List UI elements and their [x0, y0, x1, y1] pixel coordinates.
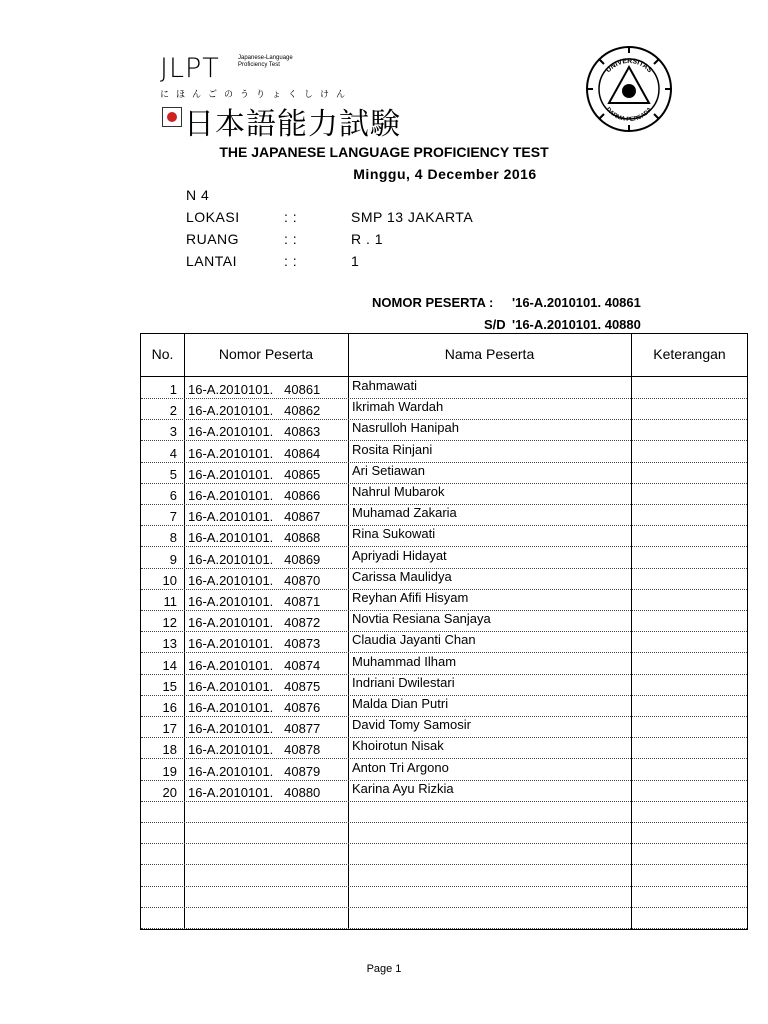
jlpt-wordmark: JLPT: [160, 53, 220, 84]
row-nomor-peserta: 16-A.2010101. 40871: [188, 594, 321, 609]
level-label: N 4: [186, 187, 210, 203]
row-number: 1: [169, 382, 177, 397]
table-row: [141, 907, 747, 929]
jlpt-logo: [150, 45, 425, 142]
row-nomor-peserta: 16-A.2010101. 40877: [188, 721, 321, 737]
row-nomor-peserta: 16-A.2010101. 40872: [188, 615, 321, 631]
row-nomor-peserta: 16-A.2010101. 40880: [188, 784, 321, 800]
table-row: [141, 398, 747, 420]
ruang-separator: : :: [284, 231, 298, 247]
table-row: [141, 589, 747, 611]
table-row: [141, 865, 747, 887]
sd-label: S/D: [484, 317, 506, 332]
document-title: THE JAPANESE LANGUAGE PROFICIENCY TEST: [219, 144, 549, 160]
row-number: 2: [169, 403, 177, 419]
document-date: Minggu, 4 December 2016: [353, 166, 537, 182]
row-nomor-peserta: 16-A.2010101. 40861: [188, 382, 321, 397]
table-row: [141, 759, 747, 781]
table-row: [141, 716, 747, 738]
row-nomor-peserta: 16-A.2010101. 40873: [188, 636, 321, 652]
row-number: 9: [169, 551, 177, 567]
row-nama-peserta: Karina Ayu Rizkia: [352, 780, 454, 796]
row-number: 7: [169, 509, 177, 525]
row-nomor-peserta: 16-A.2010101. 40866: [188, 488, 321, 503]
row-number: 20: [162, 784, 177, 800]
row-nama-peserta: Ari Setiawan: [352, 462, 425, 478]
lokasi-value: SMP 13 JAKARTA: [351, 209, 474, 225]
row-nama-peserta: Apriyadi Hidayat: [352, 547, 447, 563]
row-nama-peserta: Muhamad Zakaria: [352, 505, 457, 521]
row-nomor-peserta: 16-A.2010101. 40868: [188, 530, 321, 546]
table-row: [141, 801, 747, 823]
jlpt-subtitle: Japanese-Language Proficiency Test: [238, 55, 293, 68]
table-row: [141, 695, 747, 717]
nomor-peserta-to: '16-A.2010101. 40880: [512, 317, 641, 332]
row-number: 4: [169, 445, 177, 461]
table-row: [141, 377, 747, 399]
row-number: 18: [162, 742, 177, 758]
lokasi-label: LOKASI: [186, 209, 240, 225]
table-row: [141, 504, 747, 526]
row-nama-peserta: Rina Sukowati: [352, 526, 436, 542]
row-nama-peserta: Carissa Maulidya: [352, 568, 452, 584]
row-number: 19: [162, 763, 177, 779]
row-nomor-peserta: 16-A.2010101. 40874: [188, 657, 321, 673]
table-row: [141, 737, 747, 759]
row-nama-peserta: Khoirotun Nisak: [352, 738, 444, 754]
table-row: [141, 547, 747, 569]
row-number: 17: [162, 721, 177, 737]
table-row: [141, 568, 747, 590]
japan-flag-icon: [162, 107, 182, 127]
row-nama-peserta: Malda Dian Putri: [352, 696, 449, 711]
jlpt-kana: にほんごのうりょくしけん: [160, 89, 353, 99]
row-nomor-peserta: 16-A.2010101. 40865: [188, 466, 321, 482]
header-keterangan: Keterangan: [653, 346, 726, 362]
row-nomor-peserta: 16-A.2010101. 40876: [188, 700, 321, 715]
nomor-peserta-label: NOMOR PESERTA :: [372, 295, 494, 310]
row-number: 3: [169, 424, 177, 440]
table-row: [141, 886, 747, 908]
table-row: [141, 631, 747, 653]
table-row: [141, 441, 747, 463]
seal-bottom-text: DARMA PERSADA: [604, 106, 654, 124]
header-no: No.: [151, 346, 174, 362]
row-nomor-peserta: 16-A.2010101. 40867: [188, 509, 321, 525]
page-number: Page 1: [366, 963, 402, 975]
row-nama-peserta: Reyhan Afifi Hisyam: [352, 590, 469, 605]
row-nama-peserta: Indriani Dwilestari: [352, 674, 455, 690]
row-nama-peserta: Nahrul Mubarok: [352, 484, 445, 499]
row-nomor-peserta: 16-A.2010101. 40878: [188, 742, 321, 758]
row-nama-peserta: Novtia Resiana Sanjaya: [352, 611, 491, 627]
ruang-label: RUANG: [186, 231, 240, 247]
row-number: 12: [162, 615, 177, 631]
svg-text:DARMA PERSADA: [605, 106, 654, 123]
table-row: [141, 780, 747, 802]
row-nama-peserta: Rosita Rinjani: [352, 441, 433, 457]
table-row: [141, 419, 747, 441]
jlpt-kanji: 日本語能力試験: [184, 107, 401, 142]
participant-table: [140, 333, 748, 930]
lantai-value: 1: [351, 253, 360, 269]
row-number: 5: [169, 466, 177, 482]
row-number: 15: [162, 678, 177, 694]
row-nomor-peserta: 16-A.2010101. 40863: [188, 424, 321, 440]
row-number: 14: [162, 657, 177, 673]
lokasi-separator: : :: [284, 209, 298, 225]
row-number: 6: [169, 488, 177, 503]
lantai-separator: : :: [284, 253, 298, 269]
lantai-label: LANTAI: [186, 253, 237, 269]
row-number: 16: [162, 700, 177, 715]
row-number: 10: [162, 572, 177, 588]
university-seal-icon: [585, 45, 673, 133]
row-nama-peserta: Anton Tri Argono: [352, 759, 449, 775]
row-nama-peserta: David Tomy Samosir: [352, 717, 471, 733]
row-nomor-peserta: 16-A.2010101. 40870: [188, 572, 321, 588]
ruang-value: R . 1: [351, 231, 384, 247]
row-nama-peserta: Ikrimah Wardah: [352, 399, 444, 415]
row-nomor-peserta: 16-A.2010101. 40875: [188, 678, 321, 694]
table-row: [141, 653, 747, 675]
row-nama-peserta: Muhammad Ilham: [352, 653, 457, 669]
table-row: [141, 843, 747, 865]
table-row: [141, 462, 747, 484]
seal-top-text: UNIVERSITAS: [604, 57, 654, 75]
table-row: [141, 610, 747, 632]
header-nomor-peserta: Nomor Peserta: [218, 346, 314, 362]
table-row: [141, 525, 747, 547]
row-nomor-peserta: 16-A.2010101. 40862: [188, 403, 321, 419]
nomor-peserta-from: '16-A.2010101. 40861: [512, 295, 641, 310]
row-number: 13: [162, 636, 177, 652]
row-nomor-peserta: 16-A.2010101. 40864: [188, 445, 321, 461]
table-row: [141, 822, 747, 844]
header-nama-peserta: Nama Peserta: [444, 346, 535, 362]
row-nama-peserta: Claudia Jayanti Chan: [352, 632, 476, 648]
row-nama-peserta: Nasrulloh Hanipah: [352, 420, 459, 436]
table-row: [141, 674, 747, 696]
row-nama-peserta: Rahmawati: [352, 378, 418, 393]
row-nomor-peserta: 16-A.2010101. 40869: [188, 551, 321, 567]
row-number: 8: [169, 530, 177, 546]
row-number: 11: [163, 594, 177, 609]
row-nomor-peserta: 16-A.2010101. 40879: [188, 763, 321, 779]
table-row: [141, 483, 747, 505]
